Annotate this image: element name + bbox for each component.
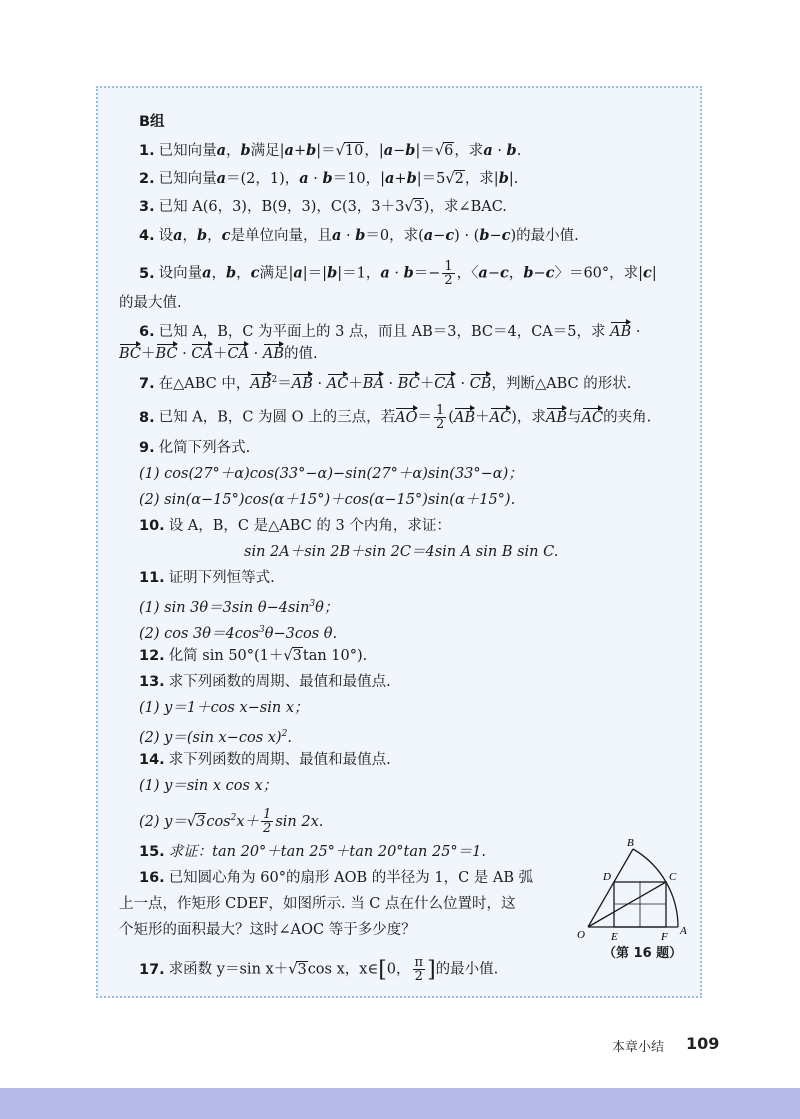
chapter-summary-label: 本章小结: [612, 1040, 665, 1055]
fraction: $\frac{\pi}{2}$: [414, 955, 424, 984]
problem-13: 13. 求下列函数的周期、最值和最值点.: [139, 674, 391, 690]
problem-11: 11. 证明下列恒等式.: [139, 570, 275, 586]
problem-13-part-2: (2) y＝(sin x−cos x)$^2$.: [139, 729, 292, 746]
problem-4: 4. 设a，b，c是单位向量，且a · b＝0，求(a−c) · (b−c)的最小值.: [139, 227, 579, 244]
radius-ob: [588, 849, 633, 927]
problem-17: 17. 求函数 y＝sin x＋√3cos x，x∈[0， $\frac{\pi}{2}$ ]的最小值.: [139, 955, 499, 984]
problem-9-part-2: (2) sin(α−15°)cos(α＋15°)＋cos(α−15°)sin(α＋15°).: [139, 492, 516, 508]
problem-16-cont-2: 个矩形的面积最大？这时∠AOC 等于多少度？: [119, 922, 416, 938]
problem-10: 10. 设 A，B，C 是△ABC 的 3 个内角，求证：: [139, 518, 451, 534]
problem-7: 7. 在△ABC 中，$AB^2=AB \cdot AC+BA \cdot BC+CA$ · CB，判断△ABC 的形状.: [139, 375, 632, 392]
problem-14: 14. 求下列函数的周期、最值和最值点.: [139, 752, 391, 768]
problem-10-formula: sin 2A＋sin 2B＋sin 2C＝4sin A sin B sin C.: [244, 544, 559, 560]
problem-5-cont: 的最大值.: [119, 295, 182, 311]
section-title: B组: [139, 114, 165, 130]
problem-9-part-1: (1) cos(27°＋α)cos(33°−α)−sin(27°＋α)sin(33°−α)；: [139, 466, 523, 482]
segment-oc: [588, 882, 666, 927]
bottom-band: [0, 1088, 800, 1119]
label-f: F: [661, 931, 668, 943]
problem-15: 15. 求证：tan 20°＋tan 25°＋tan 20°tan 25°＝1.: [139, 844, 487, 860]
problem-11-part-2: (2) $\cos 3\theta=4\cos^3\theta-3\cos$ θ.: [139, 625, 338, 642]
problem-9: 9. 化简下列各式.: [139, 440, 251, 456]
page-number: 109: [686, 1034, 720, 1053]
fraction: $\frac{1}{2}$: [263, 807, 272, 837]
problem-12: 12. 化简 sin 50°(1＋√3tan 10°).: [139, 648, 368, 664]
problem-1: 1. 已知向量a，b满足|a+b|＝√10，|a−b|＝√6，求a · b.: [139, 142, 522, 159]
label-o: O: [577, 929, 585, 941]
label-b: B: [627, 837, 634, 849]
label-e: E: [611, 931, 618, 943]
problem-6: 6. 已知 A，B，C 为平面上的 3 点，而且 AB＝3，BC＝4，CA＝5，求 AB ·: [139, 324, 641, 340]
label-d: D: [603, 871, 611, 883]
problem-14-part-2: (2) $y=√3\cos^2x+$ $\frac{1}{2}$ sin 2x.: [139, 807, 324, 837]
problem-2: 2. 已知向量a＝(2，1)，a · b＝10，|a+b|＝5√2，求|b|.: [139, 170, 519, 187]
label-a: A: [680, 925, 687, 937]
problem-14-part-1: (1) y＝sin x cos x；: [139, 778, 278, 794]
problem-13-part-1: (1) y＝1＋cos x−sin x；: [139, 700, 309, 716]
label-c: C: [669, 871, 677, 883]
fraction: $\frac{1}{2}$: [444, 259, 453, 288]
problem-3: 3. 已知 A(6，3)，B(9，3)，C(3，3＋3√3)，求∠BAC.: [139, 199, 507, 215]
problem-11-part-1: (1) sin 3θ＝3sin $\theta-4\sin^3\theta$；: [139, 599, 339, 616]
problem-5: 5. 设向量a，b，c满足|a|＝|b|＝1，a · b＝− $\frac{1}{2}$ ，〈a−c，b−c〉＝60°，求|c|: [139, 259, 657, 288]
problem-6-cont: BC＋BC · CA＋CA · AB的值.: [119, 346, 318, 362]
problem-number: 1.: [139, 143, 155, 159]
problem-8: 8. 已知 A，B，C 为圆 O 上的三点，若AO＝ $\frac{1}{2}$ (AB＋AC)，求AB与AC的夹角.: [139, 403, 652, 432]
figure-caption: （第 16 题）: [603, 946, 683, 961]
problem-16: 16. 已知圆心角为 60°的扇形 AOB 的半径为 1，C 是 AB 弧: [139, 870, 534, 886]
problem-16-cont-1: 上一点，作矩形 CDEF，如图所示. 当 C 点在什么位置时，这: [119, 896, 516, 912]
fraction: $\frac{1}{2}$: [436, 403, 445, 432]
